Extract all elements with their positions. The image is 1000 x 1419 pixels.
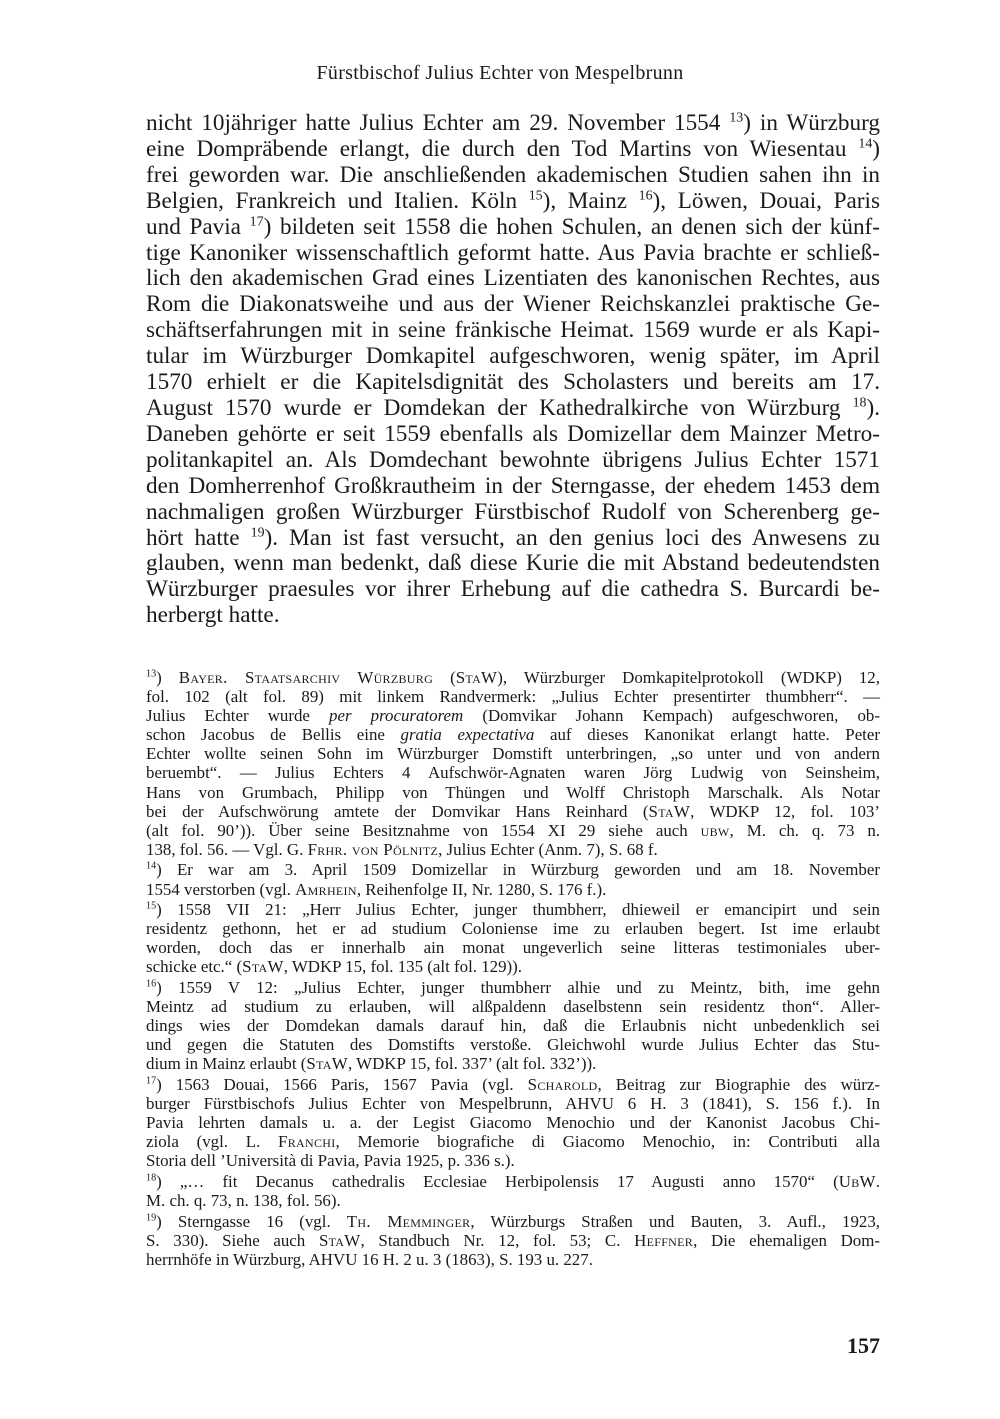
text-run: Pavia lehrten damals u. a. der Legist Giacomo Menochio und der Kanonist Jacobus Chi- <box>146 1113 880 1133</box>
footnote-line <box>146 1250 880 1269</box>
text-run: S. 330). Siehe auch <box>146 1230 319 1250</box>
text-run: ) <box>872 135 880 162</box>
text-run: ) <box>156 668 179 687</box>
footnote-line <box>146 821 880 840</box>
footnote-line <box>146 1231 880 1250</box>
body-line <box>146 551 880 577</box>
text-run: , Standbuch Nr. 12, fol. 53; C. <box>360 1230 635 1250</box>
body-line <box>146 344 880 370</box>
footnote-ref: 19 <box>146 1212 157 1223</box>
text-run: bei der Aufschwörung amtete der Domvikar Hans Reinhard ( <box>146 801 649 821</box>
text-run: herbergt hatte. <box>146 602 280 629</box>
body-line <box>146 422 880 448</box>
text-run: Heffner <box>634 1230 694 1250</box>
text-run: (alt fol. 90’)). Über seine Besitznahme von 1554 XI 29 siehe auch <box>146 820 701 840</box>
text-run: Würzburger praesules vor ihrer Erhebung auf die cathedra S. Burcardi be- <box>146 576 880 603</box>
text-run: residentz gethonn, het er ad studium Coloniense ime zu erlauben begert. Ist ime erlaubt <box>146 919 880 939</box>
text-run: , Beitrag zur Biographie des würz- <box>597 1074 880 1094</box>
footnote-line <box>146 1075 880 1094</box>
text-run: ). <box>866 394 880 421</box>
footnote-line <box>146 687 880 706</box>
footnote <box>146 1075 880 1170</box>
text-run: Belgien, Frankreich und Italien. Köln <box>146 187 529 214</box>
footnote-ref: 13 <box>729 110 744 126</box>
text-run: dings wies der Domdekan damals darauf hin, daß die Erlaubnis nicht unbedenklich sei <box>146 1016 880 1036</box>
text-run: schon Jacobus de Bellis eine <box>146 725 401 745</box>
footnote <box>146 900 880 976</box>
footnote-ref: 15 <box>528 187 543 203</box>
footnote-line <box>146 880 880 899</box>
body-line <box>146 577 880 603</box>
text-run: 1570 erhielt er die Kapitelsdignität des Scholasters und bereits am 17. <box>146 369 880 396</box>
body-line <box>146 163 880 189</box>
body-line <box>146 137 880 163</box>
footnote-line <box>146 860 880 879</box>
body-line <box>146 603 880 629</box>
footnote <box>146 860 880 898</box>
footnote-ref: 17 <box>249 213 264 229</box>
body-line <box>146 370 880 396</box>
footnote <box>146 1212 880 1269</box>
footnote-ref: 18 <box>146 1172 157 1184</box>
text-run: schäftserfahrungen mit in seine fränkische Heimat. 1569 wurde er als Kapi- <box>146 317 880 344</box>
running-header: Fürstbischof Julius Echter von Mespelbrunn <box>316 62 684 84</box>
body-line <box>146 318 880 344</box>
text-run: ), Mainz <box>542 187 639 214</box>
text-run: schicke etc.“ ( <box>146 957 243 977</box>
footnote-ref: 15 <box>146 900 157 912</box>
footnote <box>146 1172 880 1210</box>
text-run: StaW <box>455 668 498 687</box>
text-run: ) Er war am 3. April 1509 Domizellar in Würzburg geworden und am 18. November <box>156 860 880 880</box>
text-run: (Domvikar Johann Kempach) aufgeschworen, ob- <box>463 706 881 726</box>
footnote-line <box>146 744 880 763</box>
text-run: ziola (vgl. L. <box>146 1132 279 1152</box>
text-run: politankapitel an. Als Domdechant bewohnte übrigens Julius Echter 1571 <box>146 446 880 473</box>
text-run: nicht 10jähriger hatte Julius Echter am 29. November 1554 <box>146 110 730 136</box>
footnote-line <box>146 900 880 919</box>
text-run: beruembt“. — Julius Echters 4 Aufschwör-Agnaten waren Jörg Ludwig von Seinsheim, <box>146 763 880 783</box>
text-run: , Julius Echter (Anm. 7), S. 68 f. <box>438 839 658 859</box>
body-line <box>146 474 880 500</box>
footnote-line <box>146 919 880 938</box>
text-run: , Würzburgs Straßen und Bauten, 3. Aufl., 1923, <box>470 1211 881 1231</box>
text-run: Th. Memminger <box>346 1211 471 1231</box>
footnote <box>146 978 880 1073</box>
text-run: ), Löwen, Douai, Paris <box>652 187 880 214</box>
text-run: , Memorie biografiche di Giacomo Menochio, in: Contributi alla <box>335 1132 880 1152</box>
body-text <box>146 111 880 629</box>
text-run: . <box>875 1171 880 1191</box>
footnote-line <box>146 1094 880 1113</box>
footnote-line <box>146 978 880 997</box>
text-run: Scharold <box>527 1074 598 1094</box>
text-run: dium in Mainz erlaubt ( <box>146 1054 307 1074</box>
footnote-ref: 18 <box>852 395 867 411</box>
footnote-line <box>146 783 880 802</box>
footnote-line <box>146 1054 880 1073</box>
text-run: StaW <box>306 1054 348 1074</box>
text-run: frei geworden war. Die anschließenden akademischen Studien sahen ihn in <box>146 161 880 188</box>
text-run: Hans von Grumbach, Philipp von Thüngen und Wolff Christoph Marschalk. Als Notar <box>146 782 880 802</box>
footnote-line <box>146 1212 880 1231</box>
footnote-ref: 16 <box>146 978 157 990</box>
footnote-line <box>146 706 880 725</box>
text-run: fol. 102 (alt fol. 89) mit linkem Randvermerk: „Julius Echter presentirter thumbherr“. — <box>146 687 880 707</box>
text-run: StaW <box>318 1230 361 1250</box>
text-run: StaW <box>242 957 284 977</box>
text-run: M. ch. q. 73, n. 138, fol. 56). <box>146 1191 341 1211</box>
text-run: ) 1559 V 12: „Julius Echter, junger thumbherr alhie und zu Meintz, bith, ime gehn <box>156 978 880 997</box>
text-run: Franchi <box>278 1132 336 1152</box>
footnote-line <box>146 668 880 687</box>
footnote-line <box>146 997 880 1016</box>
footnote-line <box>146 802 880 821</box>
text-run: und gegen die Statuten des Domstifts verstoße. Gleichwohl wurde Julius Echter das Stu- <box>146 1035 880 1055</box>
text-run: ) Sterngasse 16 (vgl. <box>156 1211 347 1231</box>
footnote-line <box>146 763 880 782</box>
footnote-line <box>146 938 880 957</box>
footnote-line <box>146 725 880 744</box>
footnote-ref: 16 <box>638 187 653 203</box>
text-run: Daneben gehörte er seit 1559 ebenfalls als Domizellar dem Mainzer Metro- <box>146 420 880 447</box>
body-line <box>146 189 880 215</box>
footnote <box>146 668 880 859</box>
text-run: ubw <box>700 820 730 840</box>
text-run: , Die ehemaligen Dom- <box>693 1230 881 1250</box>
text-run: 138, fol. 56. — Vgl. G. <box>146 839 308 859</box>
footnote-ref: 14 <box>858 136 873 152</box>
body-line <box>146 215 880 241</box>
footnote-line <box>146 1172 880 1191</box>
text-run: gratia expectativa <box>400 725 535 745</box>
text-run: herrnhöfe in Würzburg, AHVU 16 H. 2 u. 3 (1863), S. 193 u. 227. <box>146 1249 593 1269</box>
text-run: , M. ch. q. 73 n. <box>729 820 880 840</box>
body-line <box>146 500 880 526</box>
text-run: Storia dell ’Università di Pavia, Pavia 1925, p. 336 s.). <box>146 1151 515 1171</box>
text-run: und Pavia <box>146 213 250 240</box>
body-line <box>146 526 880 552</box>
body-line <box>146 266 880 292</box>
footnote-line <box>146 1151 880 1170</box>
text-run: tular im Würzburger Domkapitel aufgeschworen, wenig später, im April <box>146 343 880 370</box>
text-run: Frhr. von Pölnitz <box>307 839 439 859</box>
text-run: glauben, wenn man bedenkt, daß diese Kurie die mit Abstand bedeutendsten <box>146 550 880 577</box>
text-run: ( <box>433 668 456 687</box>
footnote-line <box>146 1113 880 1132</box>
text-run: auf dieses Kanonikat erlangt hatte. Peter <box>534 725 880 745</box>
footnote-line <box>146 1132 880 1151</box>
text-run: August 1570 wurde er Domdekan der Kathedralkirche von Würzburg <box>146 394 853 421</box>
footnote-ref: 19 <box>250 524 265 540</box>
text-run: ) in Würzburg <box>743 110 881 136</box>
text-run: burger Fürstbischofs Julius Echter von Mespelbrunn, AHVU 6 H. 3 (1841), S. 156 f.). In <box>146 1094 880 1114</box>
text-run: ) bildeten seit 1558 die hohen Schulen, an denen sich der künf- <box>263 213 881 240</box>
text-run: Bayer. Staatsarchiv Würzburg <box>178 668 434 687</box>
text-run: den Domherrenhof Großkrautheim in der Sterngasse, der ehedem 1453 dem <box>146 472 880 499</box>
page-number: 157 <box>847 1333 880 1358</box>
text-run: Echter wollte seinen Sohn im Würzburger Domstift unterbringen, „so unter und von andern <box>146 744 880 764</box>
text-run: ) „… fit Decanus cathedralis Ecclesiae Herbipolensis 17 Augusti anno 1570“ ( <box>156 1171 839 1191</box>
text-run: nachmaligen großen Würzburger Fürstbischof Rudolf von Scherenberg ge- <box>146 498 880 525</box>
body-line <box>146 111 880 137</box>
body-line <box>146 241 880 267</box>
text-run: eine Dompräbende erlangt, die durch den Tod Martins von Wiesentau <box>146 135 859 162</box>
text-run: 1554 verstorben (vgl. <box>146 879 296 899</box>
text-run: per procuratorem <box>329 706 464 726</box>
footnote-line <box>146 1035 880 1054</box>
footnote-line <box>146 957 880 976</box>
text-run: Meintz ad studium zu erlauben, will alßpaldenn daselbstenn sein residentz thon“. Aller- <box>146 997 880 1017</box>
footnote-line <box>146 1016 880 1035</box>
text-run: ). Man ist fast versucht, an den genius loci des Anwesens zu <box>264 524 880 551</box>
text-run: StaW <box>648 801 691 821</box>
body-line <box>146 292 880 318</box>
footnotes <box>146 668 880 1270</box>
text-run: lich den akademischen Grad eines Lizentiaten des kanonischen Rechtes, aus <box>146 265 880 292</box>
text-run: ) 1563 Douai, 1566 Paris, 1567 Pavia (vgl. <box>156 1074 528 1094</box>
footnote-ref: 13 <box>146 668 157 680</box>
text-run: ) 1558 VII 21: „Herr Julius Echter, junger thumbherr, dhieweil er emancipirt und sein <box>156 900 880 920</box>
text-run: , WDKP 12, fol. 103’ <box>690 801 880 821</box>
text-run: hört hatte <box>146 524 251 551</box>
text-run: , WDKP 15, fol. 135 (alt fol. 129)). <box>283 957 523 977</box>
body-line <box>146 448 880 474</box>
text-run: tige Kanoniker wissenschaftlich geformt hatte. Aus Pavia brachte er schließ- <box>146 239 880 266</box>
text-run: , Reihenfolge II, Nr. 1280, S. 176 f.). <box>356 879 607 899</box>
footnote-ref: 14 <box>146 860 157 872</box>
text-run: worden, doch das er innerhalb ain monat ungeverlich seine litteras testimoniales uber- <box>146 938 880 958</box>
text-run: UbW <box>838 1171 876 1191</box>
text-run: Rom die Diakonatsweihe und aus der Wiener Reichskanzlei praktische Ge- <box>146 291 880 318</box>
footnote-ref: 17 <box>146 1075 157 1087</box>
text-run: Amrhein <box>295 879 357 899</box>
text-run: ), Würzburger Domkapitelprotokoll (WDKP) 12, <box>497 668 880 687</box>
text-run: Julius Echter wurde <box>146 706 330 726</box>
footnote-line <box>146 1191 880 1210</box>
footnote-line <box>146 840 880 859</box>
text-run: , WDKP 15, fol. 337’ (alt fol. 332’)). <box>348 1054 597 1074</box>
body-line <box>146 396 880 422</box>
